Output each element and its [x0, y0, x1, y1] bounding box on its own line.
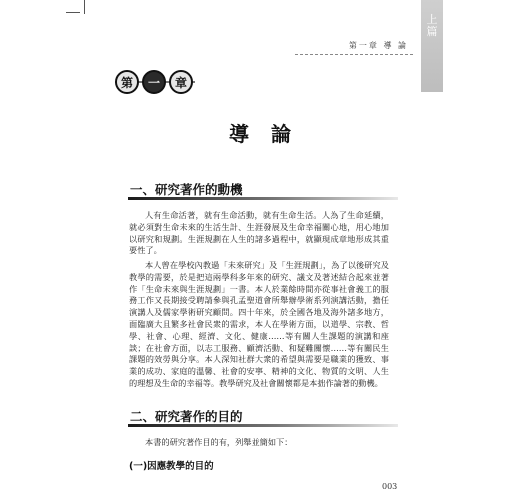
- page-number: 003: [382, 482, 398, 491]
- chapter-badge-char-2: 一: [142, 70, 166, 94]
- section-heading-bar-1: [128, 197, 398, 200]
- paragraph-3: 本書的研究著作目的有，列舉並簡如下：: [145, 437, 293, 447]
- paragraph-1: 人有生命活著，就有生命活動，就有生命生活。人為了生命延續，就必須對生命未來的生活生計、生涯發展及生命幸福關心地，用心地加以研究和規劃。生涯規劃在人生的諸多過程中，就顯現成章地形成其重要性了。: [129, 210, 389, 256]
- section-heading-purpose: 二、研究著作的目的: [130, 409, 243, 424]
- crop-mark-top: [84, 0, 85, 14]
- crop-mark-left: [66, 12, 80, 13]
- part-tab-label: 上篇: [426, 13, 438, 38]
- section-heading-bar-2: [128, 424, 398, 427]
- subheading: (一)因應教學的目的: [129, 461, 214, 472]
- part-tab: [421, 0, 443, 92]
- chapter-title: 導論: [229, 122, 313, 146]
- chapter-badge-char-3: 章: [169, 70, 193, 94]
- running-head: 第一章 導 論: [348, 41, 408, 50]
- section-heading-motivation: 一、研究著作的動機: [130, 182, 243, 197]
- chapter-badge-char-1: 第: [115, 70, 139, 94]
- running-head-rule: [295, 54, 413, 55]
- paragraph-2: 本人曾在學校內教過「未來研究」及「生涯規劃」，為了以後研究及教學的需要，於是把這兩學科多年來的研究、議文及著述結合起來並著作「生命未來與生涯規劃」一書。本人於業餘時間亦從事社會義工的服務工作又長期接受聘請參與孔孟聖道會所舉辦學術系列演講活動，擔任演講人及儒家學術研究顧問。四十年來，於全國各地及海外諸多地方，面臨廣大且繁多社會民衆的需求，本人在學術方面，以道學、宗教、哲學、社會、心理、經濟、文化、健康……等有關人生課題的演講和座談；在社會方面，以志工服務、顧濟活動、和疑難關懷……等有關民生課題的效勞與分享。本人深知社群大衆的希望與需要是職業的獲致、事業的成功、家庭的溫馨、社會的安寧、精神的文化、物質的文明、人生的理想及生命的幸福等。教學研究及社會關懷都是本拙作論著的動機。: [129, 260, 389, 388]
- chapter-badge: [115, 68, 196, 96]
